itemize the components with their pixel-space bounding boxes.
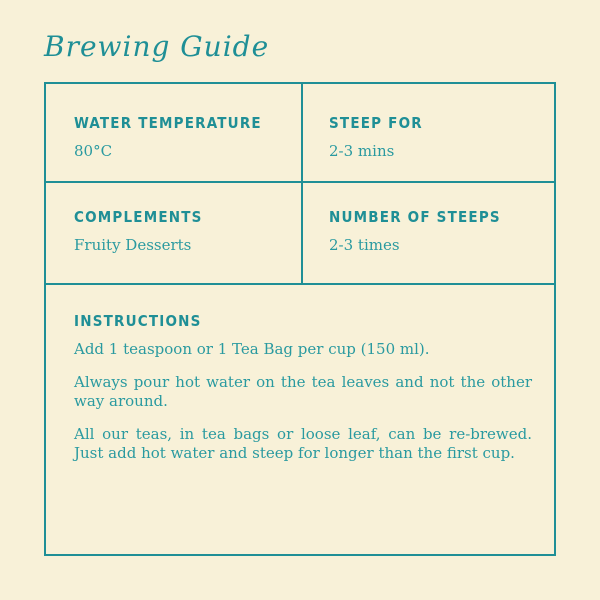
instruction-paragraph: Add 1 teaspoon or 1 Tea Bag per cup (150 ml). bbox=[74, 340, 430, 358]
complements-label: COMPLEMENTS bbox=[74, 208, 203, 226]
instruction-paragraph: All our teas, in tea bags or loose leaf, can be re-brewed. Just add hot water and steep for longer than the first cup. bbox=[74, 425, 532, 462]
number-of-steeps-label: NUMBER OF STEEPS bbox=[329, 208, 501, 226]
instructions-label: INSTRUCTIONS bbox=[74, 312, 202, 330]
row-divider bbox=[46, 283, 554, 285]
complements-value: Fruity Desserts bbox=[74, 236, 192, 254]
water-temperature-value: 80°C bbox=[74, 142, 113, 160]
complements-cell bbox=[74, 208, 203, 254]
water-temperature-label: WATER TEMPERATURE bbox=[74, 114, 262, 132]
column-divider bbox=[301, 84, 303, 285]
steep-for-label: STEEP FOR bbox=[329, 114, 423, 132]
page-title: Brewing Guide bbox=[44, 30, 270, 63]
number-of-steeps-cell bbox=[329, 208, 501, 254]
number-of-steeps-value: 2-3 times bbox=[329, 236, 400, 254]
brewing-guide-box bbox=[44, 82, 556, 556]
instructions-section bbox=[74, 312, 532, 477]
steep-for-value: 2-3 mins bbox=[329, 142, 395, 160]
water-temperature-cell bbox=[74, 114, 262, 160]
instruction-paragraph: Always pour hot water on the tea leaves and not the other way around. bbox=[74, 373, 532, 410]
row-divider bbox=[46, 181, 554, 183]
steep-for-cell bbox=[329, 114, 423, 160]
